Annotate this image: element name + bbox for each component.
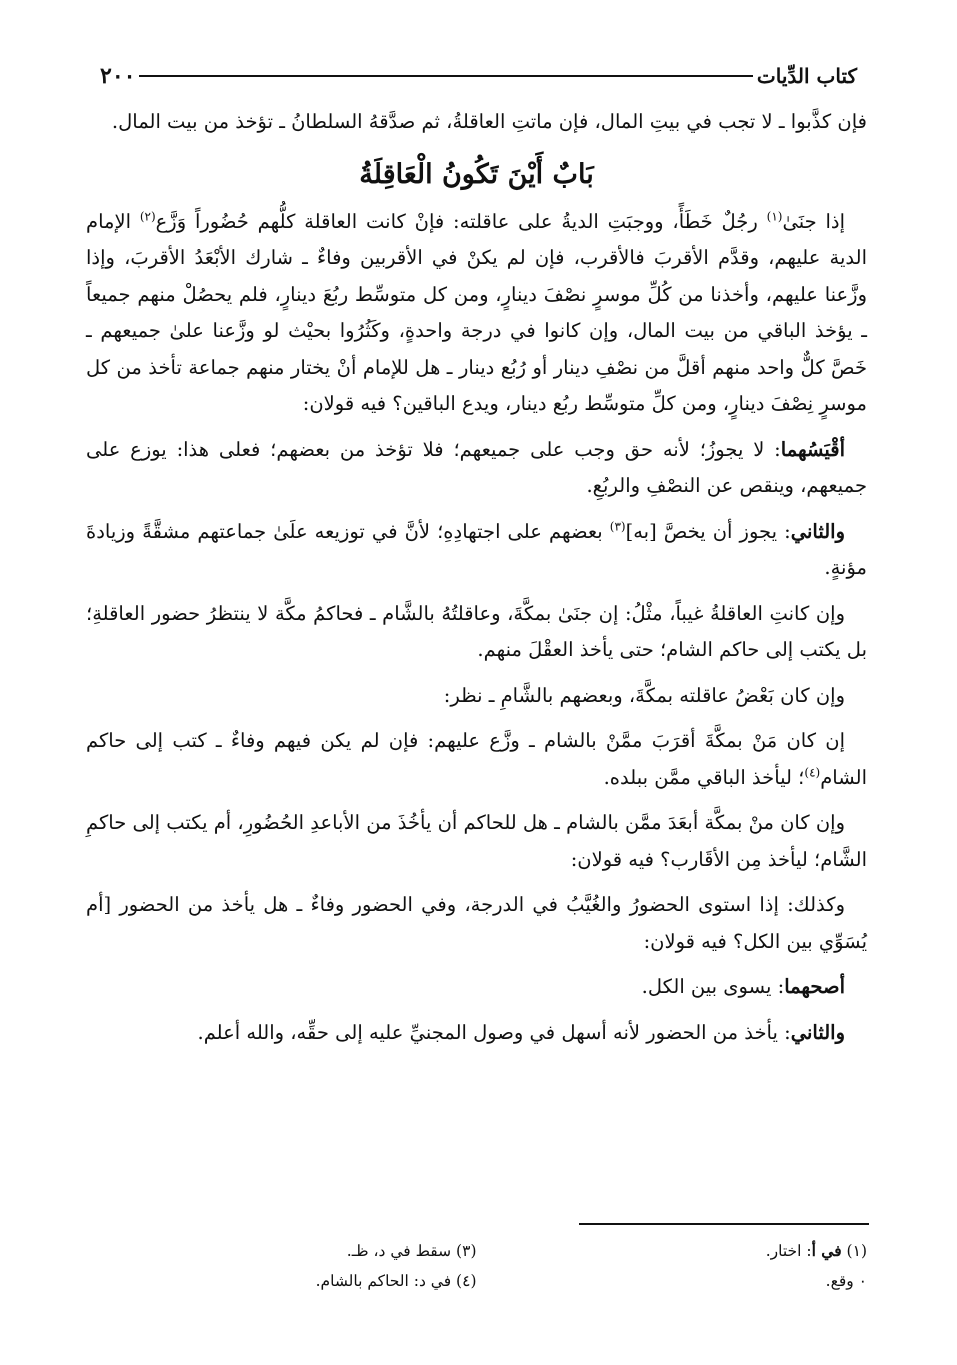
footnote-ref-4: (٤) <box>804 765 821 779</box>
p3-lead: والثاني <box>790 519 845 543</box>
footnote-2: ٠ وقع. <box>825 1272 867 1290</box>
paragraph-6 <box>86 723 867 796</box>
paragraph-10 <box>86 1015 867 1052</box>
p10-lead: والثاني <box>790 1020 845 1044</box>
fn1-text: : اختار. <box>765 1242 812 1260</box>
book-title: كتاب الدِّيات <box>756 64 857 88</box>
p6-text2: ؛ ليأخذ الباقي ممَّن ببلده. <box>603 765 805 789</box>
footnote-ref-1: (١) <box>766 209 783 223</box>
footnote-rule <box>579 1223 869 1225</box>
footnote-4: (٤) في د: الحاكم بالشام. <box>315 1272 477 1290</box>
paragraph-1 <box>86 204 867 423</box>
fn1-lead: في أ <box>811 1241 842 1260</box>
p1-part1: إذا جنَىٰ <box>782 209 846 233</box>
footnote-1 <box>477 1236 868 1266</box>
footnote-3: (٣) سقط في د، ظـ. <box>346 1242 477 1260</box>
paragraph-3 <box>86 514 867 587</box>
footnote-ref-3: (٣) <box>609 519 626 533</box>
p3-text2: بعضهم على اجتهادِهِ؛ لأنَّ في توزيعه علَىٰ جماعتهم مشقَّةً وزيادةَ مؤنةٍ. <box>86 519 867 579</box>
p2-text: : لا يجوزُ؛ لأنه حق وجب على جميعهم؛ فلا تؤخذ من بعضهم؛ فعلى هذا: يوزع على جميعهم، وينقص عن النصْفِ والربُعِ. <box>86 437 867 497</box>
p1-part2: رجُلٌ خَطَأً، ووجبَتِ الديةُ على عاقلته: فإنْ كانت العاقلة كلُّهم حُضُوراً وَزَّع <box>155 209 767 233</box>
main-text <box>86 104 867 1060</box>
p10-text: : يأخذ من الحضور لأنه أسهل في وصول المجنيِّ عليه إلى حقِّه، والله أعلم. <box>197 1020 791 1044</box>
page-header <box>86 56 869 96</box>
footnote-row-1 <box>86 1236 867 1266</box>
p3-text1: : يجوز أن يخصَّ [به] <box>625 519 791 543</box>
p2-lead: أقْيَسُهما <box>780 437 845 461</box>
p6-text1: إن كان مَنْ بمكَّةَ أقرَبَ ممَّنْ بالشام ـ وزَّع عليهم: فإن لم يكن فيهم وفاءٌ ـ كتب إلى حاكم الشام <box>86 729 867 789</box>
header-rule <box>139 75 752 77</box>
p9-lead: أصحهما <box>784 975 845 998</box>
paragraph-8: وكذلك: إذا استوى الحضورُ والغُيَّبُ في الدرجة، وفي الحضور وفاءٌ ـ هل يأخذ من الحضور [أم يُسَوِّي بين الكل؟ فيه قولان: <box>86 893 867 953</box>
fn1-number: (١) <box>846 1242 867 1260</box>
page-number: ٢٠٠ <box>100 63 136 89</box>
paragraph-continued: فإن كذَّبوا ـ لا تجب في بيتِ المال، فإن ماتتِ العاقلةُ، ثم صدَّقهُ السلطانُ ـ تؤخذ من بيت المال. <box>111 110 867 133</box>
p1-part3: الإمام الدية عليهم، وقدَّم الأقربَ فالأقرب، فإن لم يكنْ في الأقربين وفاءٌ ـ شارك الأبْعَدُ الأقربَ، وإذا وزَّعنا عليهم، وأخذنا من كُلِّ موسرٍ نصْفَ دينارٍ، ومن كل متوسِّط ربُعَ دينارٍ، فلم يحصُلْ منهم جميعاً ـ يؤخذ الباقي من بيت المال، وإن كانوا في درجة واحدةٍ، وكَثُرُوا بحيْث لو وزَّعنا علىٰ جميعهم ـ خَصَّ كلٌّ واحد منهم أقلَّ من نصْفِ دينار أو رُبُع دينار ـ هل للإمام أنْ يختار منهم جماعة تأخذ من كل موسرٍ نِصْفَ دينارٍ، ومن كلِّ متوسِّط ربُع دينار، ويدع الباقين؟ فيه قولان: <box>86 209 867 415</box>
paragraph-7: وإن كان منْ بمكَّة أبعَدَ ممَّن بالشام ـ هل للحاكم أن يأخُذَ من الأباعدِ الحُضُورِ، أم يكتب إلى حاكمِ الشَّام؛ ليأخذ مِن الأقَارب؟ فيه قولان: <box>86 811 867 871</box>
chapter-title: بَابٌ أَيْنَ تَكُونُ الْعَاقِلَةُ <box>359 158 594 190</box>
paragraph-4: وإن كانتِ العاقلةُ غيباً، مثْلُ: إن جنَىٰ بمكَّةَ، وعاقلتُهُ بالشَّام ـ فحاكمُ مكَّة لا ينتظرُ حضور العاقلةِ؛ بل يكتب إلى حاكم الشام؛ حتى يأخذ العقْلَ منهم. <box>86 601 867 661</box>
footnote-ref-2: (٢) <box>139 209 156 223</box>
paragraph-5: وإن كان بَعْضُ عاقلته بمكَّةَ، وبعضهم بالشَّامِ ـ نظر: <box>443 683 845 707</box>
footnotes <box>86 1236 867 1296</box>
footnote-row-2 <box>86 1266 867 1296</box>
paragraph-9 <box>86 969 867 1006</box>
p9-text: : يسوى بين الكل. <box>641 975 785 998</box>
paragraph-2 <box>86 432 867 505</box>
